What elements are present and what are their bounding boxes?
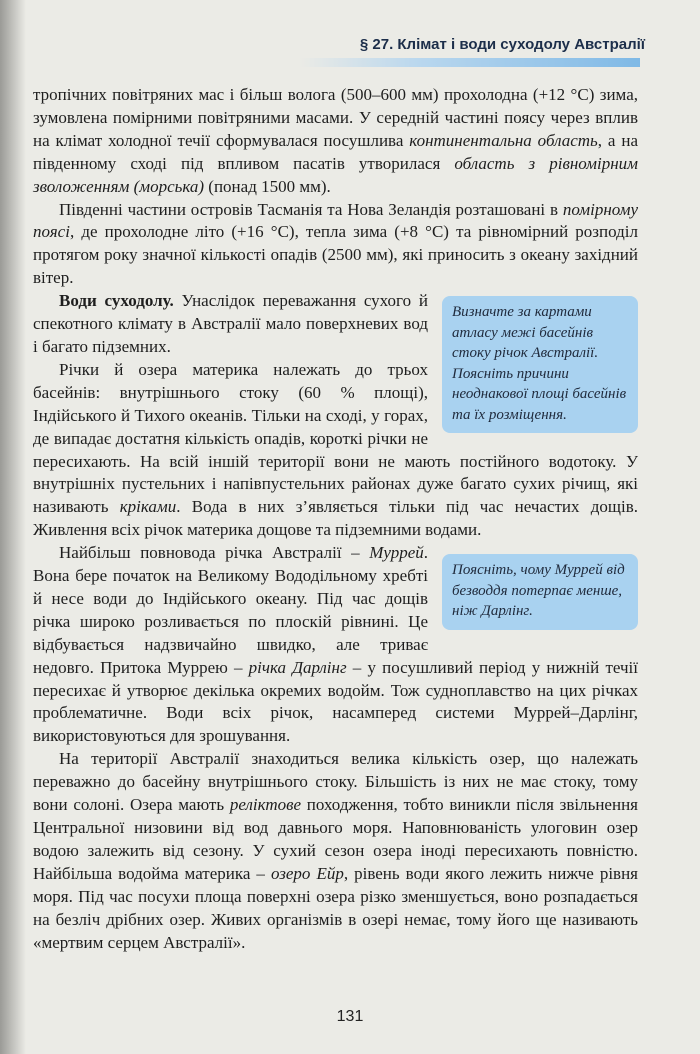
section-heading-inland-waters: Води суходолу. <box>59 291 174 311</box>
paragraph-4: Річки й озера материка належать до трьох басейнів: внутрішнього стоку (60 % площі), Індійського й Тихого океанів. Тільки на сході, у горах, де випадає достатня кількість опадів, короткі річки не пересихають. На всій іншій території вони не мають постійного водотоку. У внутрішніх пустельних і напівпустельних районах дуже багато сухих річищ, які називають кріками. Вода в них з’являється тільки під час нечастих дощів. Живлення всіх річок материка дощове та підземними водами. <box>33 359 638 540</box>
task-box-murray: Поясніть, чому Муррей від безводдя потерпає менше, ніж Дарлінг. <box>442 554 638 630</box>
term-relict: реліктове <box>229 795 302 815</box>
term-temperate-belt: помірному поясі <box>33 199 638 242</box>
term-creeks: кріками <box>119 497 177 517</box>
task-box-basins: Визначте за картами атласу межі басейнів стоку річок Австралії. Поясніть причини неоднакової площі басейнів та їх розміщення. <box>442 296 638 433</box>
running-header: § 27. Клімат і води суходолу Австралії <box>359 36 645 53</box>
paragraph-6: На території Австралії знаходиться велика кількість озер, що належать переважно до басейну внутрішнього стоку. Більшість із них не має стоку, тому вони солоні. Озера мають реліктове походження, тобто виникли після звільнення Центральної низовини від вод давнього моря. Наповнюваність улоговин озер водою залежить від сезону. У сухий сезон озера іноді пересихають повністю. Найбільша водойма материка – озеро Ейр, рівень води якого лежить нижче рівня моря. Під час посухи площа поверхні озера різко зменшується, воно розпадається на безліч дрібних озер. Живих організмів в озері немає, тому його ще називають «мертвим серцем Австралії». <box>33 749 638 952</box>
page-body <box>33 84 638 954</box>
paragraph-3: Води суходолу. Унаслідок переважання сухого й спекотного клімату в Австралії мало поверхневих вод і багато підземних. <box>33 291 429 356</box>
page-number: 131 <box>336 1008 364 1025</box>
paragraph-2: Південні частини островів Тасманія та Нова Зеландія розташовані в помірному поясі, де прохолодне літо (+16 °С), тепла зима (+8 °С) та рівномірний розподіл протягом року значної кількості опадів (2500 мм), які приносить з океану західний вітер. <box>33 199 638 288</box>
paragraph-5: Найбільш повновода річка Австралії – Муррей. Вона бере початок на Великому Вододільному хребті й несе води до Індійського океану. Під час дощів річка широко розливається по плоскій рівнині. Це відбувається надзвичайно швидко, але триває недовго. Притока Муррею – річка Дарлінг – у посушливий період у нижній течії пересихає й утворює декілька окремих водойм. Тож судноплавство на цих річках проблематичне. Води всіх річок, насамперед системи Муррей–Дарлінг, використовуються для зрошування. <box>33 543 639 746</box>
page-edge-shadow <box>0 0 26 1054</box>
term-darling-river: річка Дарлінг <box>248 657 347 677</box>
term-lake-eyre: озеро Ейр <box>270 863 344 883</box>
term-uniform-moisture-region: область з рівномірним зволоженням (морська) <box>33 153 638 196</box>
term-murray: Муррей <box>369 543 424 563</box>
header-accent-bar <box>300 58 640 67</box>
paragraph-1: тропічних повітряних мас і більш волога (500–600 мм) прохолодна (+12 °С) зима, зумовлена помірними повітряними масами. У середній частині поясу через вплив на клімат холодної течії сформувалася посушлива континентальна область, а на південному сході під впливом пасатів утворилася область з рівномірним зволоженням (морська) (понад 1500 мм). <box>33 85 638 196</box>
term-continental-region: континентальна область <box>409 130 598 150</box>
